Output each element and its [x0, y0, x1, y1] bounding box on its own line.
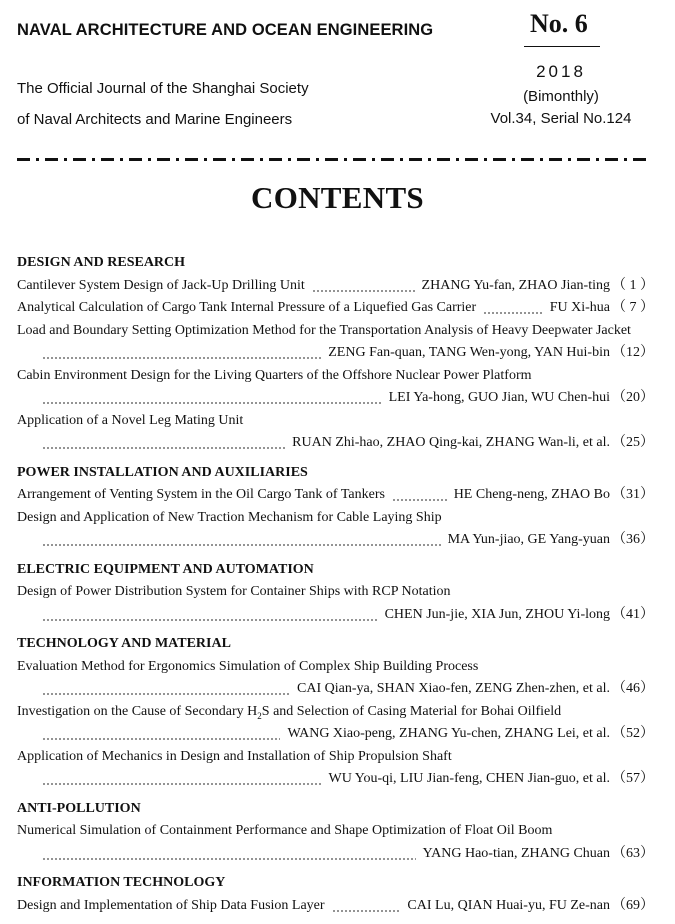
toc-section	[17, 252, 654, 455]
entry-detail-line	[17, 529, 654, 552]
dot-leader	[42, 772, 321, 786]
toc-section	[17, 798, 654, 866]
toc-section	[17, 559, 654, 627]
entry-title: Design of Power Distribution System for Container Ships with RCP Notation	[17, 584, 451, 599]
entry-page-number: （20）	[612, 390, 654, 405]
section-heading: INFORMATION TECHNOLOGY	[17, 875, 226, 890]
entry-detail-line	[17, 678, 654, 701]
toc-entry[interactable]	[17, 410, 654, 455]
entry-detail-line	[17, 843, 654, 866]
dot-leader	[42, 608, 378, 622]
section-heading: TECHNOLOGY AND MATERIAL	[17, 636, 231, 651]
entry-authors: ZHANG Yu-fan, ZHAO Jian-ting	[421, 277, 610, 293]
entry-page-number: （ 7 ）	[612, 300, 654, 315]
toc-entry[interactable]	[17, 297, 654, 320]
entry-detail-line	[17, 432, 654, 455]
entry-title-part: Investigation on the Cause of Secondary H	[17, 703, 258, 719]
entry-authors: LEI Ya-hong, GUO Jian, WU Chen-hui	[388, 390, 610, 405]
issue-year: 2018	[536, 62, 586, 81]
toc-section	[17, 633, 654, 791]
dot-leader	[332, 899, 401, 913]
toc-entry[interactable]	[17, 581, 654, 626]
entry-page-number: （69）	[612, 897, 654, 913]
entry-title: Cantilever System Design of Jack-Up Drilling Unit	[17, 277, 305, 293]
entry-title: Application of a Novel Leg Mating Unit	[17, 412, 244, 428]
dot-leader	[42, 533, 441, 547]
dot-leader	[42, 847, 416, 861]
entry-detail-line	[17, 768, 654, 791]
entry-title-part: S and Selection of Casing Material for Bohai Oilfield	[261, 703, 562, 719]
entry-authors: WU You-qi, LIU Jian-feng, CHEN Jian-guo, et al.	[328, 771, 610, 786]
entry-page-number: （36）	[612, 532, 654, 547]
entry-title: Cabin Environment Design for the Living Quarters of the Offshore Nuclear Power Platform	[17, 367, 532, 383]
toc-section	[17, 872, 654, 917]
entry-page-number: （41）	[612, 606, 654, 622]
entry-page-number: （52）	[612, 726, 654, 741]
dot-leader	[42, 346, 321, 360]
toc-entry[interactable]	[17, 365, 654, 410]
entry-detail-line	[17, 387, 654, 410]
entry-title-subscript: 2	[257, 710, 262, 721]
toc-entry[interactable]	[17, 320, 654, 365]
section-heading: DESIGN AND RESEARCH	[17, 255, 186, 270]
issue-number: No. 6	[530, 9, 588, 38]
entry-title: Load and Boundary Setting Optimization Method for the Transportation Analysis of Heavy Deepwater Jacket	[17, 322, 631, 338]
toc-entry[interactable]	[17, 275, 654, 298]
entry-line	[17, 297, 654, 320]
dot-leader	[312, 279, 415, 293]
toc-entry[interactable]	[17, 895, 654, 918]
journal-title: NAVAL ARCHITECTURE AND OCEAN ENGINEERING	[17, 21, 434, 39]
entry-authors: CHEN Jun-jie, XIA Jun, ZHOU Yi-long	[384, 606, 610, 622]
dash-dot-divider	[17, 158, 651, 161]
contents-heading: CONTENTS	[251, 180, 424, 215]
issue-frequency: (Bimonthly)	[523, 88, 599, 105]
toc-entry[interactable]	[17, 746, 654, 791]
toc-entry[interactable]	[17, 656, 654, 701]
dot-leader	[42, 391, 382, 405]
entry-authors: RUAN Zhi-hao, ZHAO Qing-kai, ZHANG Wan-li, et al.	[292, 435, 610, 450]
section-heading: ELECTRIC EQUIPMENT AND AUTOMATION	[17, 561, 314, 577]
entry-line	[17, 484, 654, 507]
entry-detail-line	[17, 604, 654, 627]
entry-authors: FU Xi-hua	[549, 300, 610, 315]
dot-leader	[42, 682, 290, 696]
entry-title: Analytical Calculation of Cargo Tank Internal Pressure of a Liquefied Gas Carrier	[17, 300, 477, 315]
society-line-1: The Official Journal of the Shanghai Society	[17, 80, 309, 97]
entry-page-number: （31）	[612, 487, 654, 502]
society-line-2: of Naval Architects and Marine Engineers	[17, 111, 293, 128]
entry-title: Evaluation Method for Ergonomics Simulation of Complex Ship Building Process	[17, 658, 479, 674]
section-heading: ANTI-POLLUTION	[17, 800, 141, 816]
entry-title	[17, 701, 654, 724]
entry-page-number: （57）	[612, 771, 654, 786]
section-heading: POWER INSTALLATION AND AUXILIARIES	[17, 464, 308, 480]
entry-title: Arrangement of Venting System in the Oil Cargo Tank of Tankers	[17, 487, 385, 502]
entry-authors: CAI Lu, QIAN Huai-yu, FU Ze-nan	[407, 897, 610, 913]
entry-page-number: （ 1 ）	[612, 277, 654, 293]
toc-section	[17, 462, 654, 552]
entry-authors: ZENG Fan-quan, TANG Wen-yong, YAN Hui-bin	[328, 345, 610, 360]
table-of-contents	[17, 252, 654, 917]
entry-authors: WANG Xiao-peng, ZHANG Yu-chen, ZHANG Lei, et al.	[287, 726, 610, 741]
entry-page-number: （46）	[612, 681, 654, 696]
dot-leader	[42, 436, 285, 450]
toc-entry[interactable]	[17, 507, 654, 552]
entry-title: Application of Mechanics in Design and Installation of Ship Propulsion Shaft	[17, 748, 452, 764]
entry-authors: MA Yun-jiao, GE Yang-yuan	[447, 532, 610, 547]
entry-authors: CAI Qian-ya, SHAN Xiao-fen, ZENG Zhen-zhen, et al.	[297, 681, 610, 696]
entry-title: Numerical Simulation of Containment Performance and Shape Optimization of Float Oil Boom	[17, 823, 553, 838]
entry-authors: YANG Hao-tian, ZHANG Chuan	[422, 845, 610, 861]
toc-entry[interactable]	[17, 820, 654, 865]
entry-detail-line	[17, 342, 654, 365]
entry-detail-line	[17, 723, 654, 746]
entry-line	[17, 895, 654, 918]
dot-leader	[42, 727, 280, 741]
entry-page-number: （63）	[612, 845, 654, 861]
toc-entry[interactable]	[17, 701, 654, 746]
entry-page-number: （12）	[612, 345, 654, 360]
entry-page-number: （25）	[612, 435, 654, 450]
entry-line	[17, 275, 654, 298]
issue-underline	[524, 46, 600, 47]
entry-title: Design and Implementation of Ship Data Fusion Layer	[17, 897, 325, 913]
entry-title: Design and Application of New Traction Mechanism for Cable Laying Ship	[17, 509, 442, 525]
entry-authors: HE Cheng-neng, ZHAO Bo	[453, 487, 610, 502]
toc-entry[interactable]	[17, 484, 654, 507]
issue-volume: Vol.34, Serial No.124	[490, 110, 632, 127]
dot-leader	[392, 488, 447, 502]
dot-leader	[483, 301, 543, 315]
